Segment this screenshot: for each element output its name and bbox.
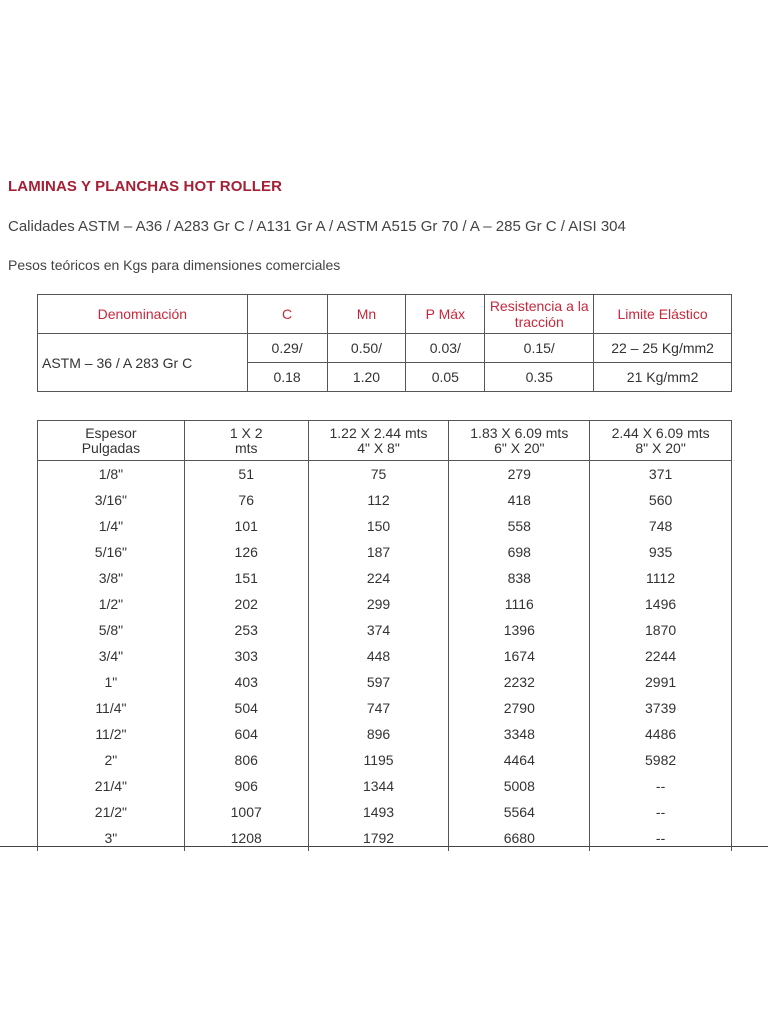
weight-cell: 448 — [308, 643, 449, 669]
weight-cell: 253 — [184, 617, 308, 643]
spec-name-cell: ASTM – 36 / A 283 Gr C — [38, 334, 248, 392]
weight-cell: 299 — [308, 591, 449, 617]
thickness-cell: 5/8" — [38, 617, 185, 643]
weight-cell: 303 — [184, 643, 308, 669]
weight-cell: 5982 — [590, 747, 732, 773]
weight-cell: 597 — [308, 669, 449, 695]
weights-header-row — [38, 421, 732, 461]
thickness-cell: 2" — [38, 747, 185, 773]
table-row — [38, 539, 732, 565]
weight-cell: 2991 — [590, 669, 732, 695]
weight-cell: 1674 — [449, 643, 590, 669]
table-row — [38, 695, 732, 721]
weight-cell: 5564 — [449, 799, 590, 825]
thickness-cell: 1" — [38, 669, 185, 695]
weight-cell: 1792 — [308, 825, 449, 851]
spec-header-cell: C — [247, 295, 327, 334]
weight-cell: 2790 — [449, 695, 590, 721]
thickness-cell: 3/8" — [38, 565, 185, 591]
table-row — [38, 773, 732, 799]
weight-cell: 75 — [308, 461, 449, 488]
thickness-cell: 11/2" — [38, 721, 185, 747]
table-row — [38, 643, 732, 669]
header-line: 1.83 X 6.09 mts — [470, 424, 569, 441]
header-line: 8" X 20" — [635, 439, 686, 456]
weight-cell: 403 — [184, 669, 308, 695]
weights-header-cell — [38, 421, 185, 461]
spec-cell: 0.05 — [406, 363, 485, 392]
weight-cell: 5008 — [449, 773, 590, 799]
weight-cell: 935 — [590, 539, 732, 565]
weight-cell: 4464 — [449, 747, 590, 773]
weight-cell: 504 — [184, 695, 308, 721]
weight-cell: 1112 — [590, 565, 732, 591]
table-row — [38, 617, 732, 643]
header-line: 1 X 2 — [229, 424, 263, 441]
spec-cell: 0.50/ — [327, 334, 406, 363]
weight-cell: -- — [590, 825, 732, 851]
thickness-cell: 5/16" — [38, 539, 185, 565]
table-row — [38, 591, 732, 617]
weight-cell: 1870 — [590, 617, 732, 643]
weight-cell: -- — [590, 773, 732, 799]
header-line: Espesor — [85, 424, 137, 441]
weights-header-cell — [449, 421, 590, 461]
spec-header-cell: Limite Elástico — [594, 295, 732, 334]
bottom-divider — [0, 846, 768, 847]
weight-cell: 374 — [308, 617, 449, 643]
weight-cell: 418 — [449, 487, 590, 513]
weight-cell: 698 — [449, 539, 590, 565]
weight-cell: 150 — [308, 513, 449, 539]
weight-cell: 560 — [590, 487, 732, 513]
spec-cell: 0.18 — [247, 363, 327, 392]
weight-cell: 112 — [308, 487, 449, 513]
thickness-cell: 3/16" — [38, 487, 185, 513]
spec-header-cell: Mn — [327, 295, 406, 334]
weight-cell: 2232 — [449, 669, 590, 695]
weight-cell: 747 — [308, 695, 449, 721]
weight-cell: 187 — [308, 539, 449, 565]
spec-header-cell: Resistencia a la tracción — [485, 295, 594, 334]
table-row — [38, 513, 732, 539]
thickness-cell: 1/4" — [38, 513, 185, 539]
weight-cell: 2244 — [590, 643, 732, 669]
header-line: 2.44 X 6.09 mts — [611, 424, 710, 441]
thickness-cell: 21/4" — [38, 773, 185, 799]
spec-cell: 0.03/ — [406, 334, 485, 363]
header-line: 6" X 20" — [494, 439, 545, 456]
thickness-cell: 3/4" — [38, 643, 185, 669]
thickness-cell: 11/4" — [38, 695, 185, 721]
header-line: Pulgadas — [81, 439, 141, 456]
weight-cell: 906 — [184, 773, 308, 799]
weight-cell: 1007 — [184, 799, 308, 825]
table-row — [38, 825, 732, 851]
spec-header-cell: P Máx — [406, 295, 485, 334]
weights-note: Pesos teóricos en Kgs para dimensiones comerciales — [8, 257, 341, 273]
weight-cell: 224 — [308, 565, 449, 591]
weight-cell: 806 — [184, 747, 308, 773]
table-row — [38, 487, 732, 513]
spec-header-row — [38, 295, 732, 334]
weight-cell: 1208 — [184, 825, 308, 851]
weight-cell: 126 — [184, 539, 308, 565]
spec-cell: 0.29/ — [247, 334, 327, 363]
table-row — [38, 461, 732, 488]
thickness-cell: 1/2" — [38, 591, 185, 617]
header-line: 4" X 8" — [357, 439, 400, 456]
thickness-cell: 21/2" — [38, 799, 185, 825]
weights-header-cell — [308, 421, 449, 461]
spec-cell: 0.15/ — [485, 334, 594, 363]
weight-cell: 896 — [308, 721, 449, 747]
quality-grades-text: Calidades ASTM – A36 / A283 Gr C / A131 Gr A / ASTM A515 Gr 70 / A – 285 Gr C / AISI 304 — [8, 218, 626, 235]
table-row — [38, 799, 732, 825]
page-title: LAMINAS Y PLANCHAS HOT ROLLER — [8, 178, 283, 195]
header-line: mts — [234, 439, 258, 456]
weight-cell: 279 — [449, 461, 590, 488]
weight-cell: 1496 — [590, 591, 732, 617]
thickness-cell: 1/8" — [38, 461, 185, 488]
weight-cell: 604 — [184, 721, 308, 747]
table-row — [38, 747, 732, 773]
weight-cell: 3348 — [449, 721, 590, 747]
weight-cell: 6680 — [449, 825, 590, 851]
weights-header-cell — [590, 421, 732, 461]
spec-cell: 21 Kg/mm2 — [594, 363, 732, 392]
spec-table — [37, 294, 732, 392]
table-row — [38, 669, 732, 695]
thickness-cell: 3" — [38, 825, 185, 851]
weight-cell: 151 — [184, 565, 308, 591]
weight-cell: 748 — [590, 513, 732, 539]
weights-header-cell — [184, 421, 308, 461]
spec-cell: 1.20 — [327, 363, 406, 392]
weight-cell: 558 — [449, 513, 590, 539]
spec-cell: 0.35 — [485, 363, 594, 392]
spec-header-cell: Denominación — [38, 295, 248, 334]
weights-table — [37, 420, 732, 851]
weight-cell: 1344 — [308, 773, 449, 799]
weight-cell: 1116 — [449, 591, 590, 617]
weight-cell: 3739 — [590, 695, 732, 721]
weight-cell: 76 — [184, 487, 308, 513]
weight-cell: 1195 — [308, 747, 449, 773]
spec-row — [38, 334, 732, 363]
weight-cell: 4486 — [590, 721, 732, 747]
weight-cell: 1493 — [308, 799, 449, 825]
weight-cell: 838 — [449, 565, 590, 591]
weight-cell: -- — [590, 799, 732, 825]
spec-cell: 22 – 25 Kg/mm2 — [594, 334, 732, 363]
weight-cell: 202 — [184, 591, 308, 617]
header-line: 1.22 X 2.44 mts — [329, 424, 428, 441]
table-row — [38, 721, 732, 747]
table-row — [38, 565, 732, 591]
weight-cell: 51 — [184, 461, 308, 488]
weight-cell: 371 — [590, 461, 732, 488]
weight-cell: 1396 — [449, 617, 590, 643]
weight-cell: 101 — [184, 513, 308, 539]
